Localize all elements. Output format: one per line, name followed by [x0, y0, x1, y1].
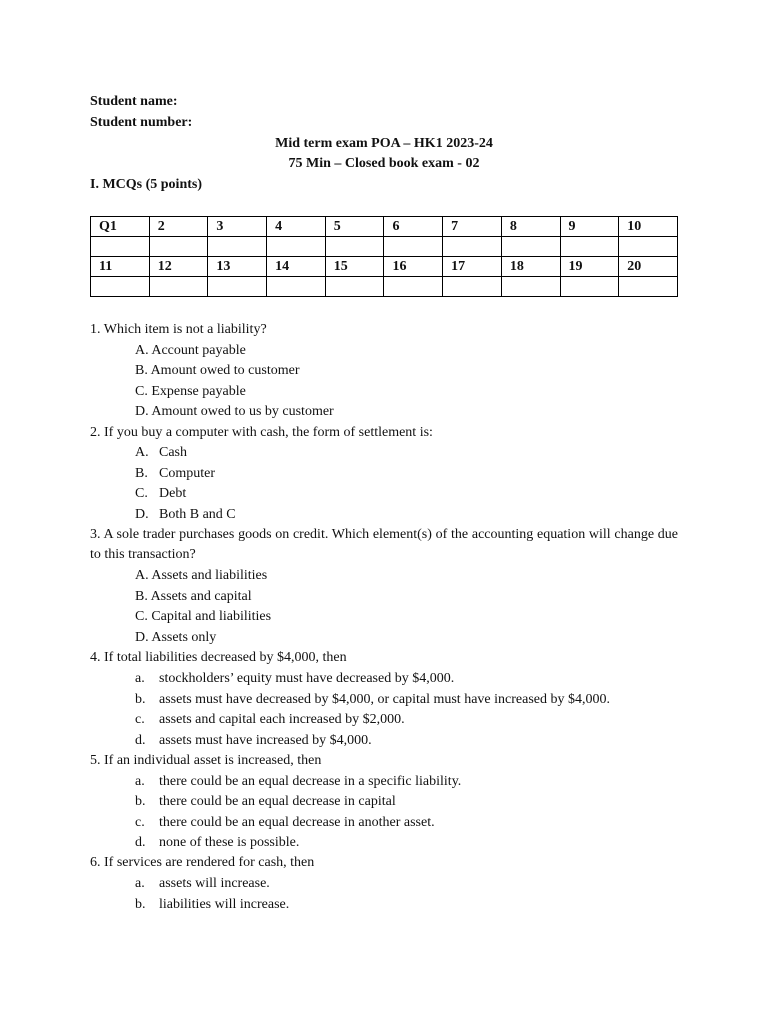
q4-option-b — [135, 690, 610, 710]
answer-cell[interactable] — [208, 237, 267, 257]
option-letter: c. — [135, 815, 145, 830]
q6-option-b — [135, 895, 289, 915]
q4-option-c — [135, 710, 405, 730]
answer-cell[interactable] — [325, 277, 384, 297]
q4-option-d — [135, 731, 372, 751]
answer-cell[interactable] — [619, 277, 678, 297]
student-number-label: Student number: — [90, 115, 193, 130]
option-letter: a. — [135, 774, 145, 789]
q5-option-c — [135, 813, 435, 833]
option-text: Computer — [159, 466, 215, 481]
option-letter: b. — [135, 897, 146, 912]
option-text: stockholders’ equity must have decreased by $4,000. — [159, 671, 455, 686]
answer-cell[interactable] — [267, 237, 326, 257]
question-4: 4. If total liabilities decreased by $4,000, then — [90, 650, 347, 665]
option-text: assets will increase. — [159, 876, 270, 891]
q3-option-c: C. Capital and liabilities — [135, 609, 272, 624]
answer-grid — [90, 216, 678, 297]
answer-cell[interactable] — [91, 237, 150, 257]
option-letter: a. — [135, 876, 145, 891]
q2-option-c — [135, 484, 186, 504]
grid-cell-label: 11 — [91, 257, 150, 277]
q5-option-a — [135, 772, 461, 792]
grid-cell-label: 18 — [501, 257, 560, 277]
grid-answer-row-2 — [91, 277, 678, 297]
option-letter: d. — [135, 835, 146, 850]
grid-cell-label: 5 — [325, 217, 384, 237]
student-name-label: Student name: — [90, 94, 178, 109]
q4-option-a — [135, 669, 454, 689]
option-letter: D. — [135, 507, 149, 522]
option-text: liabilities will increase. — [159, 897, 290, 912]
q5-option-d — [135, 833, 299, 853]
option-text: Debt — [159, 486, 187, 501]
grid-cell-label: Q1 — [91, 217, 150, 237]
grid-cell-label: 15 — [325, 257, 384, 277]
grid-cell-label: 8 — [501, 217, 560, 237]
grid-cell-label: 17 — [443, 257, 502, 277]
grid-cell-label: 10 — [619, 217, 678, 237]
answer-cell[interactable] — [149, 277, 208, 297]
option-text: there could be an equal decrease in a specific liability. — [159, 774, 462, 789]
option-letter: b. — [135, 794, 146, 809]
option-letter: B. — [135, 466, 148, 481]
option-letter: A. — [135, 445, 149, 460]
option-text: Cash — [159, 445, 187, 460]
q5-option-b — [135, 792, 396, 812]
grid-cell-label: 16 — [384, 257, 443, 277]
question-3: 3. A sole trader purchases goods on credit. Which element(s) of the accounting equation will change due to this transaction? — [90, 527, 678, 562]
q3-option-d: D. Assets only — [135, 630, 217, 645]
option-text: Both B and C — [159, 507, 236, 522]
grid-cell-label: 4 — [267, 217, 326, 237]
answer-cell[interactable] — [501, 237, 560, 257]
grid-header-row-2 — [91, 257, 678, 277]
option-letter: C. — [135, 486, 148, 501]
answer-cell[interactable] — [619, 237, 678, 257]
answer-cell[interactable] — [560, 237, 619, 257]
answer-cell[interactable] — [384, 277, 443, 297]
q1-option-d: D. Amount owed to us by customer — [135, 404, 334, 419]
q6-option-a — [135, 874, 270, 894]
grid-answer-row-1 — [91, 237, 678, 257]
answer-cell[interactable] — [443, 237, 502, 257]
section-heading: I. MCQs (5 points) — [90, 177, 203, 192]
grid-cell-label: 20 — [619, 257, 678, 277]
option-text: assets must have increased by $4,000. — [159, 733, 372, 748]
answer-cell[interactable] — [501, 277, 560, 297]
answer-cell[interactable] — [443, 277, 502, 297]
grid-cell-label: 19 — [560, 257, 619, 277]
answer-cell[interactable] — [91, 277, 150, 297]
q2-option-b — [135, 464, 215, 484]
answer-cell[interactable] — [208, 277, 267, 297]
question-1: 1. Which item is not a liability? — [90, 322, 267, 337]
grid-cell-label: 7 — [443, 217, 502, 237]
exam-title: Mid term exam POA – HK1 2023-24 — [275, 136, 493, 151]
answer-cell[interactable] — [384, 237, 443, 257]
q1-option-c: C. Expense payable — [135, 384, 246, 399]
exam-subtitle: 75 Min – Closed book exam - 02 — [288, 156, 480, 171]
q1-option-b: B. Amount owed to customer — [135, 363, 300, 378]
q3-option-a: A. Assets and liabilities — [135, 568, 268, 583]
option-text: none of these is possible. — [159, 835, 300, 850]
grid-cell-label: 3 — [208, 217, 267, 237]
option-letter: c. — [135, 712, 145, 727]
q2-option-a — [135, 443, 187, 463]
option-text: assets must have decreased by $4,000, or capital must have increased by $4,000. — [159, 692, 610, 707]
option-text: there could be an equal decrease in another asset. — [159, 815, 435, 830]
grid-header-row-1 — [91, 217, 678, 237]
question-2: 2. If you buy a computer with cash, the form of settlement is: — [90, 425, 433, 440]
option-letter: b. — [135, 692, 146, 707]
question-5: 5. If an individual asset is increased, then — [90, 753, 322, 768]
q2-option-d — [135, 505, 236, 525]
option-text: there could be an equal decrease in capital — [159, 794, 396, 809]
option-text: assets and capital each increased by $2,000. — [159, 712, 405, 727]
answer-cell[interactable] — [325, 237, 384, 257]
answer-cell[interactable] — [267, 277, 326, 297]
grid-cell-label: 2 — [149, 217, 208, 237]
grid-cell-label: 12 — [149, 257, 208, 277]
q3-option-b: B. Assets and capital — [135, 589, 252, 604]
option-letter: a. — [135, 671, 145, 686]
grid-cell-label: 9 — [560, 217, 619, 237]
answer-cell[interactable] — [560, 277, 619, 297]
q1-option-a: A. Account payable — [135, 343, 246, 358]
grid-cell-label: 6 — [384, 217, 443, 237]
answer-cell[interactable] — [149, 237, 208, 257]
grid-cell-label: 13 — [208, 257, 267, 277]
question-6: 6. If services are rendered for cash, then — [90, 855, 315, 870]
grid-cell-label: 14 — [267, 257, 326, 277]
option-letter: d. — [135, 733, 146, 748]
